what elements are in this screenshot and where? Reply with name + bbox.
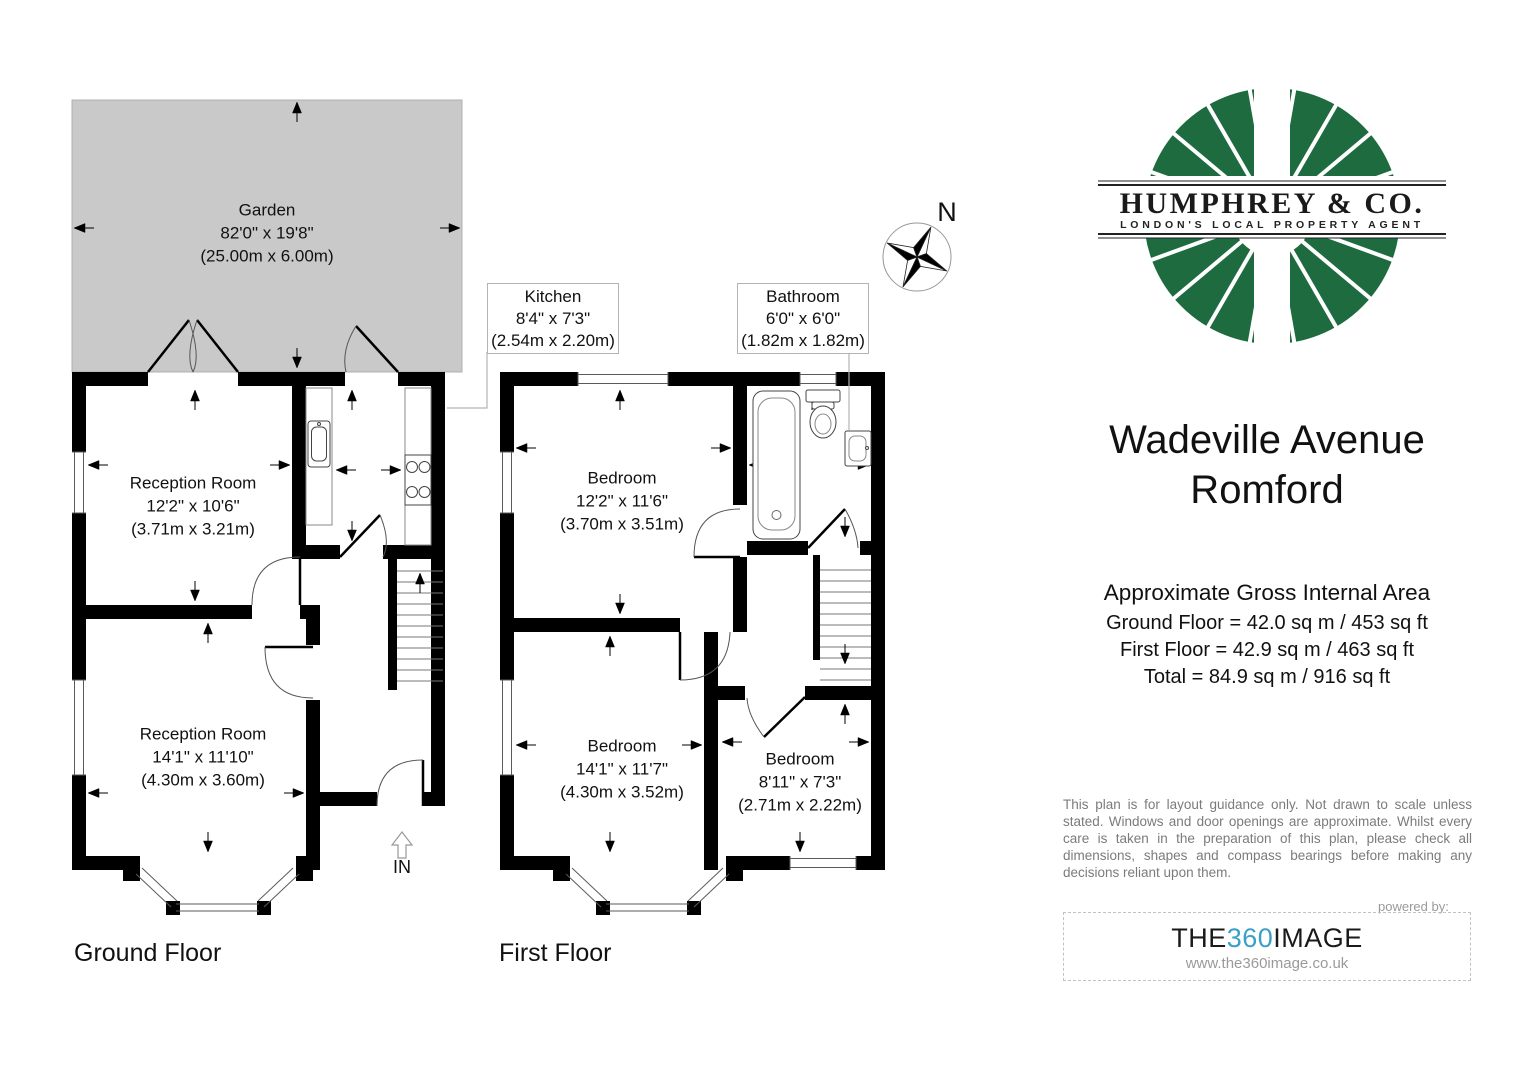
entrance-arrow-icon: [392, 832, 412, 858]
room-name: Bedroom: [765, 749, 835, 769]
room-label-reception-1: [130, 472, 257, 541]
room-name: Garden: [238, 200, 296, 220]
room-size-imperial: 14'1" x 11'7": [576, 759, 668, 779]
brand-360: 360: [1226, 923, 1274, 953]
callout-bathroom: [737, 283, 869, 354]
room-size-imperial: 8'11" x 7'3": [758, 772, 842, 792]
room-label-garden: [200, 199, 333, 268]
room-label-bedroom-2: [560, 735, 684, 804]
room-name: Reception Room: [139, 724, 267, 744]
room-size-metric: (3.71m x 3.21m): [131, 519, 255, 539]
room-size-metric: (2.54m x 2.20m): [491, 330, 615, 350]
brand-the: THE: [1171, 923, 1227, 953]
room-size-imperial: 12'2" x 10'6": [146, 496, 240, 516]
room-size-metric: (4.30m x 3.60m): [141, 770, 265, 790]
room-name: Kitchen: [524, 286, 582, 306]
compass-north-label: N: [937, 197, 957, 227]
property-title-line1: Wadeville Avenue: [1109, 418, 1425, 462]
agency-name: HUMPHREY & CO.: [1119, 187, 1425, 220]
powered-by-box: [1063, 912, 1471, 981]
room-size-imperial: 14'1" x 11'10": [152, 747, 254, 767]
room-label-reception-2: [140, 723, 267, 792]
first-floor-title: First Floor: [499, 939, 612, 967]
room-size-metric: (4.30m x 3.52m): [560, 782, 684, 802]
agency-tagline: LONDON'S LOCAL PROPERTY AGENT: [1120, 219, 1424, 231]
compass-icon: [883, 223, 951, 291]
brand-image: IMAGE: [1273, 923, 1363, 953]
disclaimer-text: This plan is for layout guidance only. Not drawn to scale unless stated. Windows and door openings are approximate. Whilst every care is taken in the preparation of this plan, please check all dimensions, shapes and compass bearings before making any decisions reliant upon them.: [1063, 797, 1472, 880]
room-size-imperial: 82'0" x 19'8": [220, 223, 314, 243]
room-label-bedroom-3: [738, 748, 862, 817]
toilet-icon: [806, 390, 840, 438]
callout-kitchen: [487, 283, 619, 354]
room-name: Bedroom: [587, 468, 657, 488]
the360image-logo: [1064, 923, 1470, 954]
area-ground-floor: Ground Floor = 42.0 sq m / 453 sq ft: [1106, 612, 1428, 634]
room-size-imperial: 12'2" x 11'6": [576, 491, 668, 511]
bathtub-icon: [753, 391, 800, 539]
entrance-label: IN: [393, 857, 411, 877]
room-size-imperial: 8'4" x 7'3": [515, 308, 591, 328]
room-size-metric: (1.82m x 1.82m): [741, 330, 865, 350]
room-size-metric: (25.00m x 6.00m): [200, 246, 334, 266]
ground-floor-title: Ground Floor: [74, 939, 222, 967]
room-size-metric: (3.70m x 3.51m): [560, 514, 684, 534]
room-size-imperial: 6'0" x 6'0": [765, 308, 841, 328]
powered-by-label: powered by:: [1372, 899, 1455, 914]
area-first-floor: First Floor = 42.9 sq m / 463 sq ft: [1119, 639, 1415, 661]
room-name: Bathroom: [766, 286, 840, 306]
room-label-bedroom-1: [560, 467, 684, 536]
area-summary-heading: Approximate Gross Internal Area: [1103, 580, 1431, 605]
room-size-metric: (2.71m x 2.22m): [738, 795, 862, 815]
area-total: Total = 84.9 sq m / 916 sq ft: [1143, 666, 1391, 688]
property-title-line2: Romford: [1190, 468, 1344, 512]
basin-icon: [845, 431, 871, 466]
room-name: Reception Room: [129, 473, 257, 493]
brand-url: www.the360image.co.uk: [1185, 955, 1349, 972]
room-name: Bedroom: [587, 736, 657, 756]
